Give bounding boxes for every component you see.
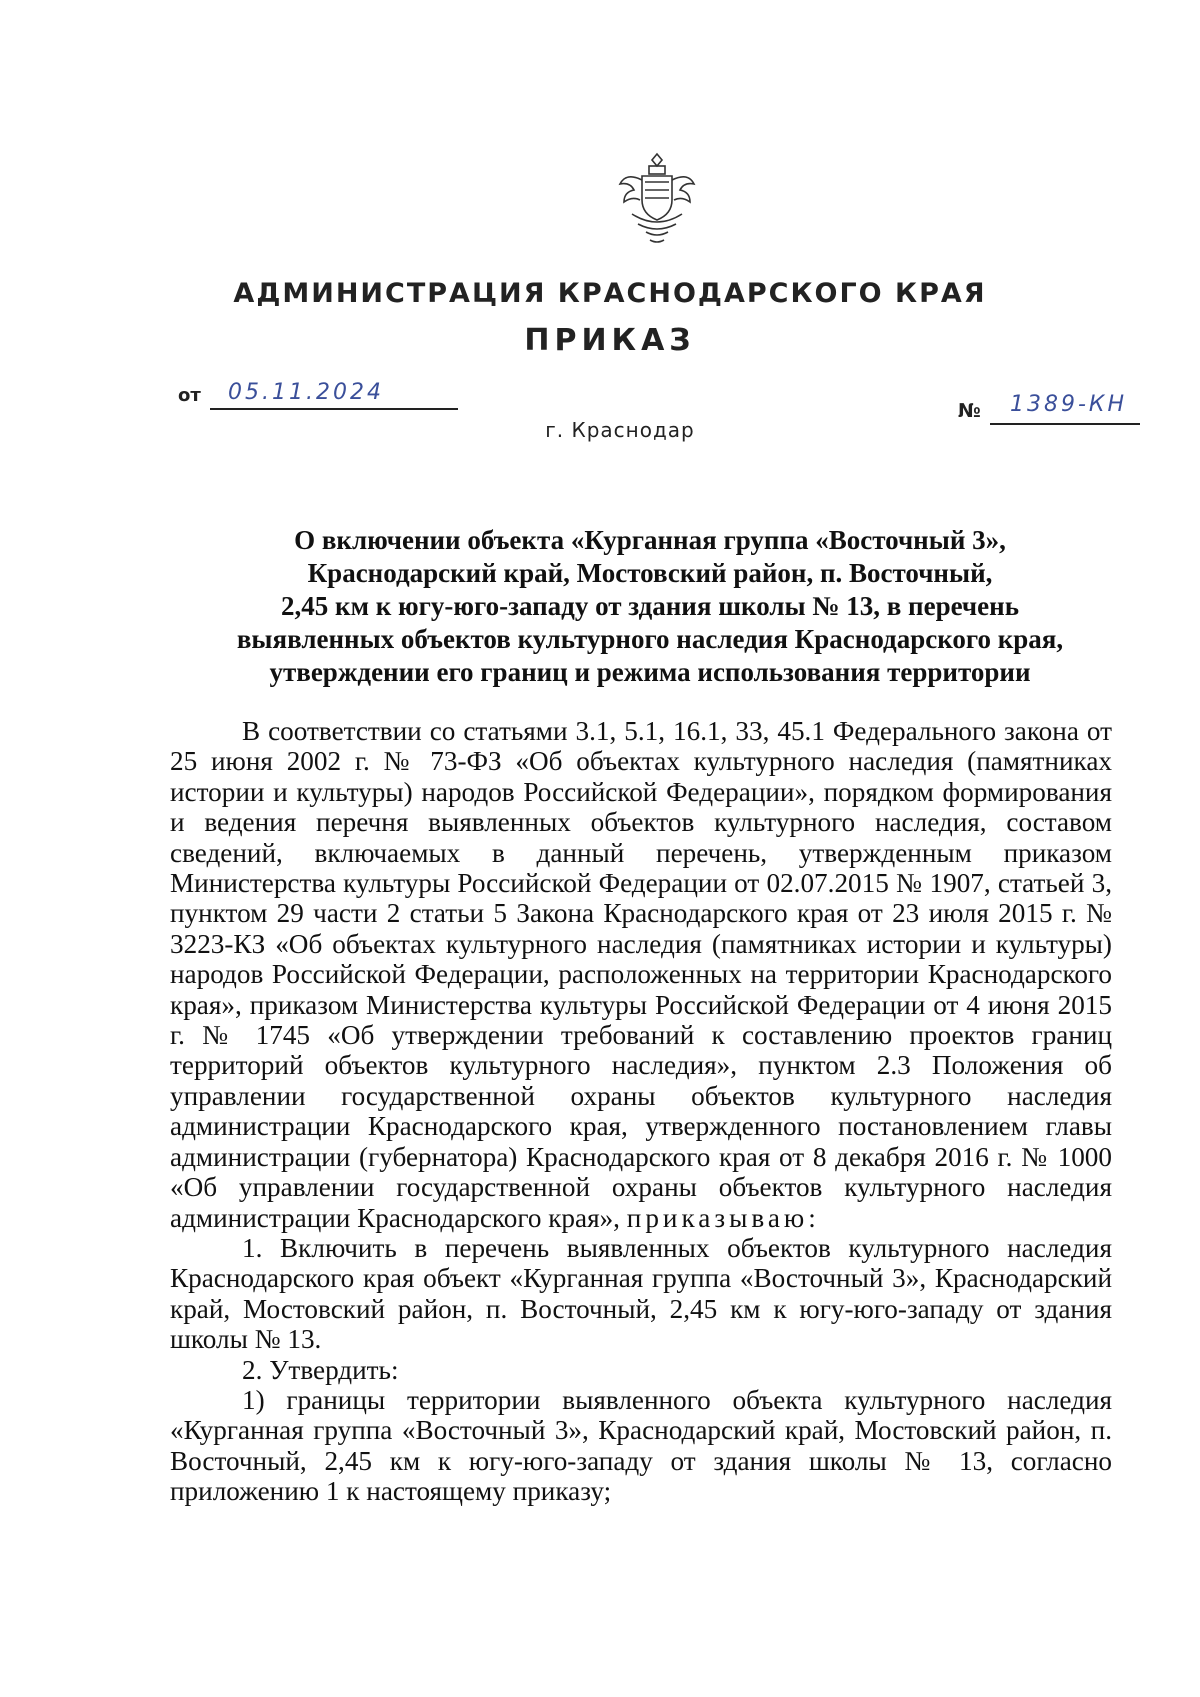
handwritten-date: 05.11.2024 [228, 380, 384, 405]
order-word: приказываю: [626, 1202, 820, 1233]
krasnodar-coat-of-arms-emblem [612, 150, 702, 250]
item-2-paragraph: 2. Утвердить: [242, 1354, 399, 1385]
title-line: Краснодарский край, Мостовский район, п. Восточный, [307, 558, 993, 588]
title-line: 2,45 км к югу-юго-западу от здания школы № 13, в перечень [281, 591, 1019, 621]
date-label: от [178, 385, 201, 406]
document-type: ПРИКАЗ [524, 323, 696, 358]
preamble-text: В соответствии со статьями 3.1, 5.1, 16.1, 33, 45.1 Федерального закона от 25 июня 2002 г. № 73-ФЗ «Об объектах культурного наследия (памятниках истории и культуры) народов Российской Федерации», порядком формирования и ведения перечня выявленных объектов культурного наследия, составом сведений, включаемых в данный перечень, утвержденным приказом Министерства культуры Российской Федерации от 02.07.2015 № 1907, статьей 3, пунктом 29 части 2 статьи 5 Закона Краснодарского края от 23 июля 2015 г. № 3223-КЗ «Об объектах культурного наследия (памятниках истории и культуры) народов Российской Федерации, расположенных на территории Краснодарского края», приказом Министерства культуры Российской Федерации от 4 июня 2015 г. № 1745 «Об утверждении требований к составлению проектов границ территорий объектов культурного наследия», пунктом 2.3 Положения об управлении государственной охраны объектов культурного наследия администрации Краснодарского края, утвержденного постановлением главы администрации (губернатора) Краснодарского края от 8 декабря 2016 г. № 1000 «Об управлении государственной охраны объектов культурного наследия администрации Краснодарского края», [170, 716, 1112, 1233]
handwritten-number: 1389-КН [1010, 392, 1128, 417]
organization-name: АДМИНИСТРАЦИЯ КРАСНОДАРСКОГО КРАЯ [233, 278, 987, 309]
item-1-paragraph: 1. Включить в перечень выявленных объектов культурного наследия Краснодарского края объект «Курганная группа «Восточный 3», Краснодарский край, Мостовский район, п. Восточный, 2,45 км к югу-юго-западу от здания школы № 13. [170, 1232, 1112, 1355]
document-title [150, 524, 1150, 689]
title-line: О включении объекта «Курганная группа «Восточный 3», [294, 525, 1006, 555]
date-underline [210, 408, 458, 410]
number-underline [990, 423, 1140, 425]
item-2-1-paragraph: 1) границы территории выявленного объекта культурного наследия «Курганная группа «Восточный 3», Краснодарский край, Мостовский район, п. Восточный, 2,45 км к югу-юго-западу от здания школы № 13, согласно приложению 1 к настоящему приказу; [170, 1384, 1112, 1507]
city-name: г. Краснодар [545, 418, 695, 442]
number-label: № [958, 400, 981, 422]
title-line: утверждении его границ и режима использования территории [269, 657, 1031, 687]
preamble-paragraph [170, 716, 1112, 1233]
title-line: выявленных объектов культурного наследия Краснодарского края, [236, 624, 1064, 654]
document-body [170, 716, 1112, 1507]
